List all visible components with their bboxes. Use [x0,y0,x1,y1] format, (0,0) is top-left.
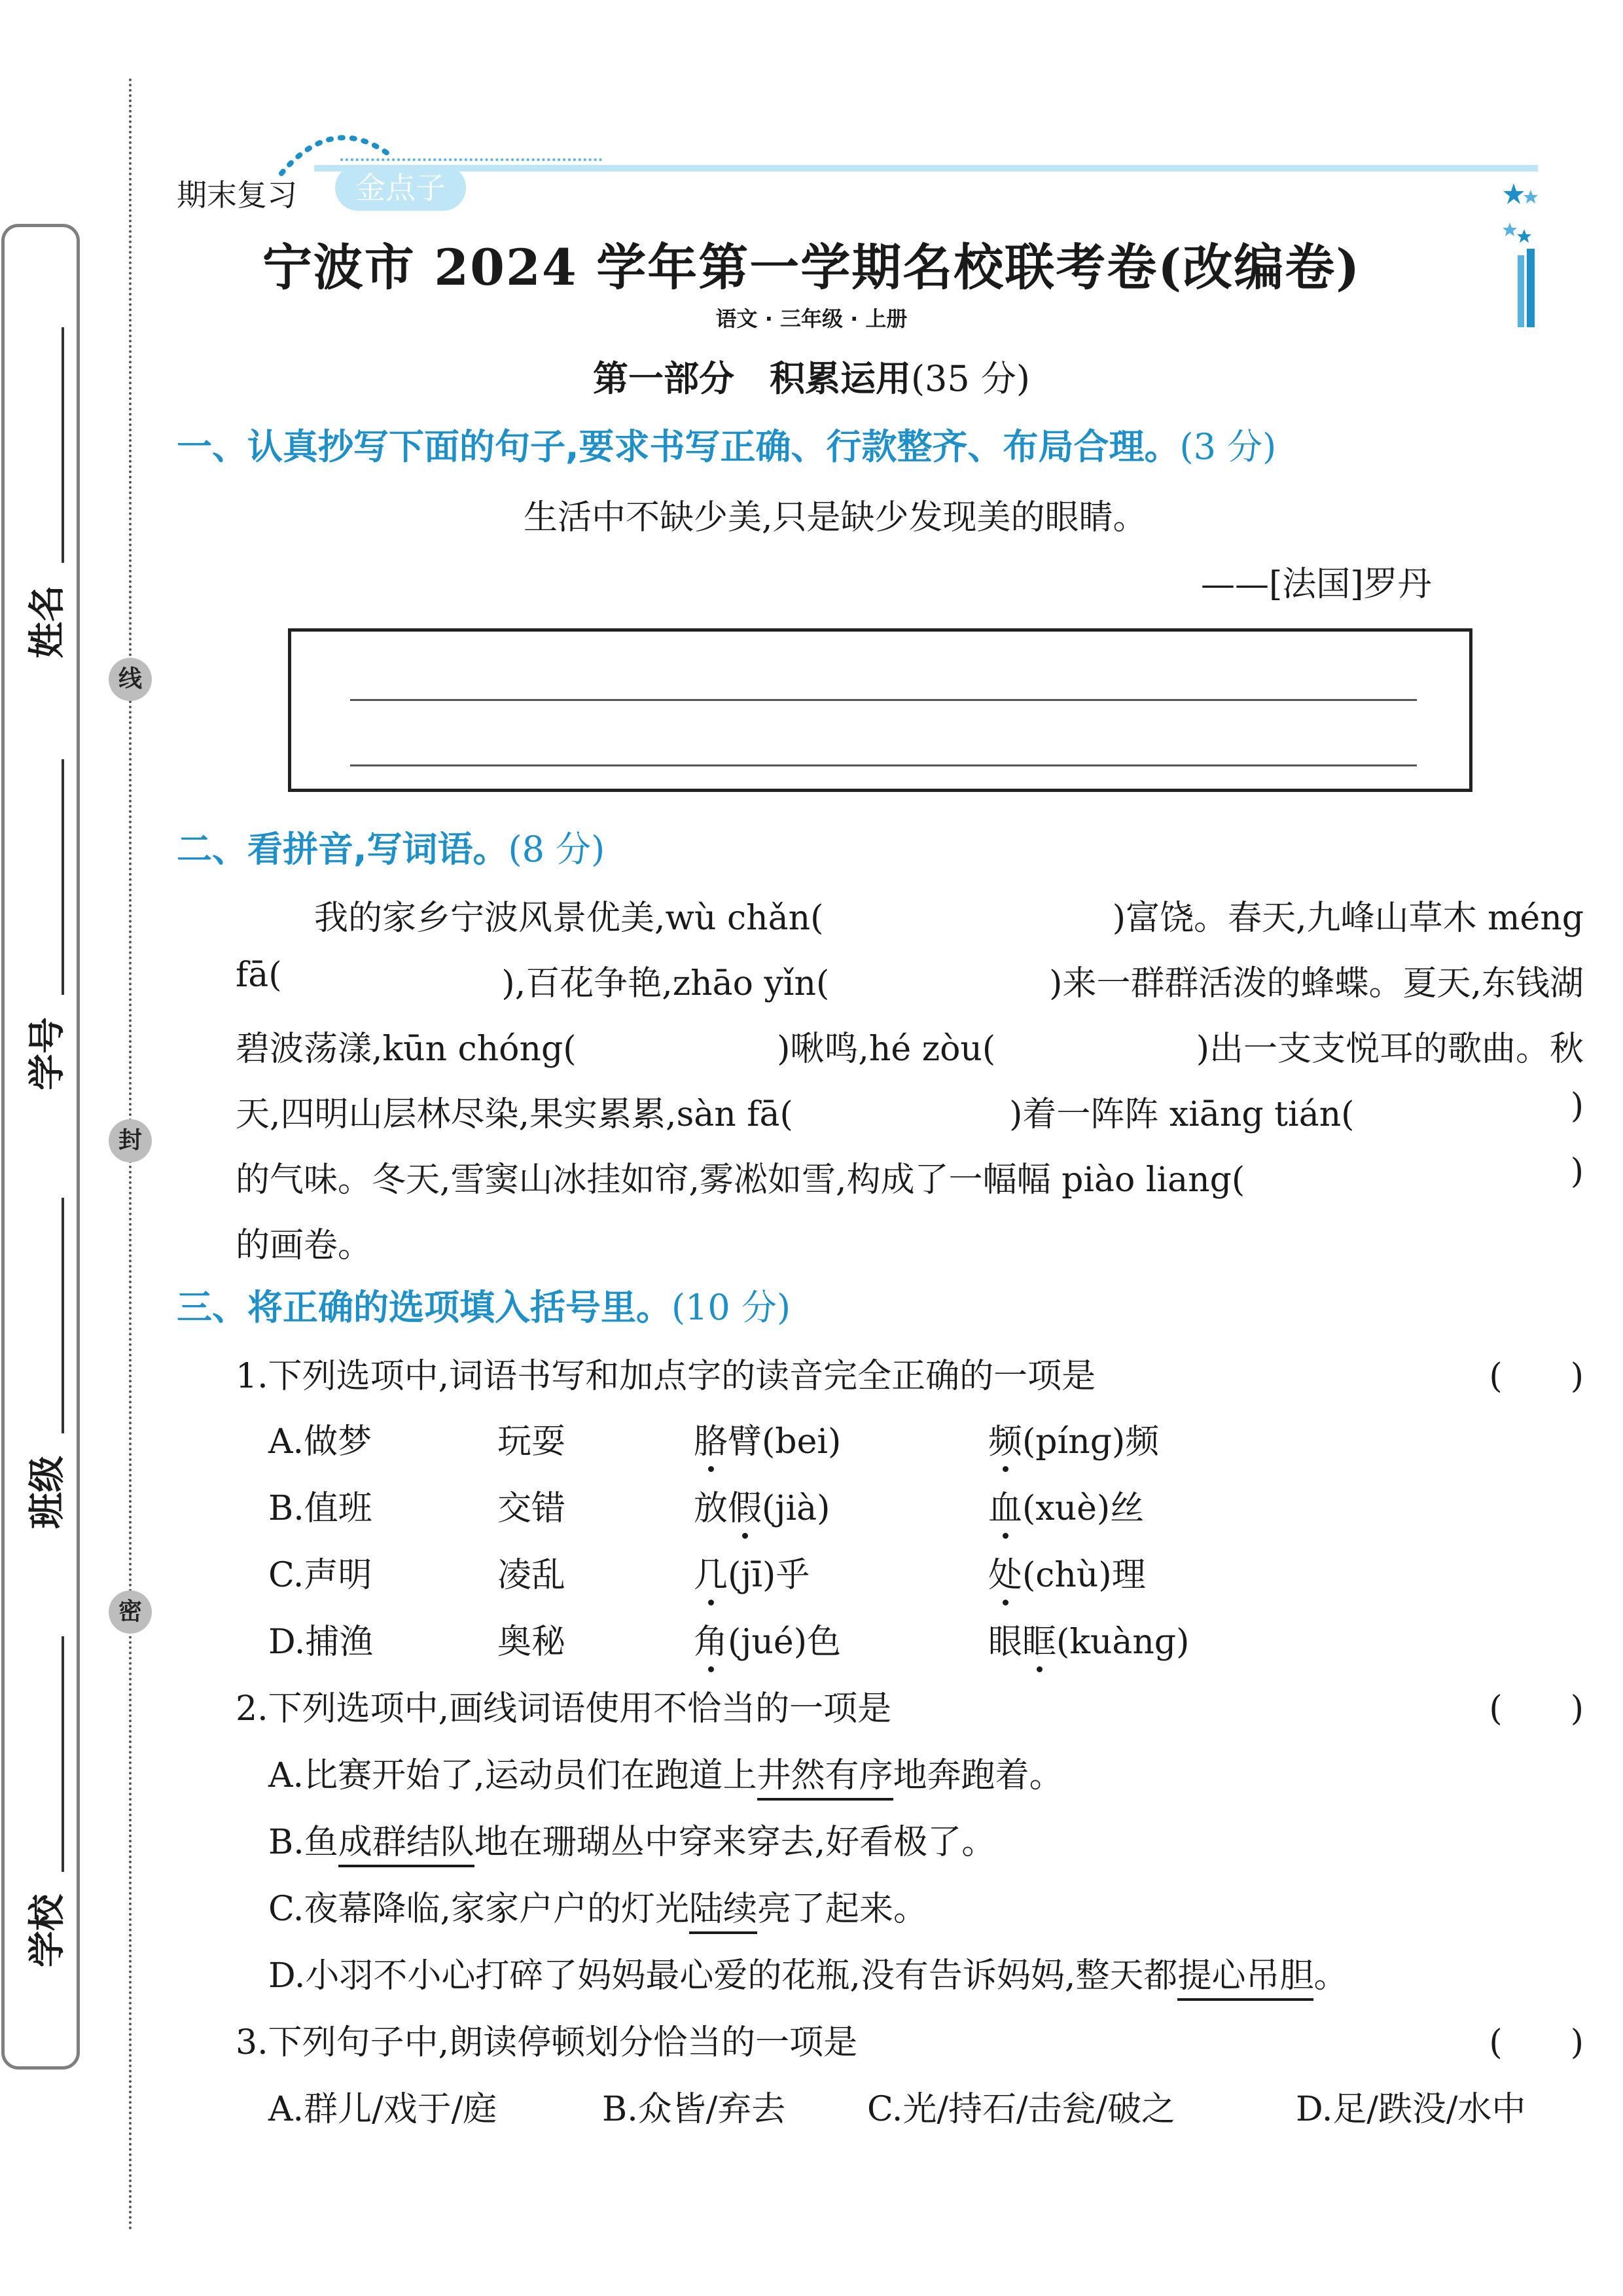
q2-text: 天,四明山层林尽染,果实累累,sàn fā( [236,1095,793,1134]
option-text: A.比赛开始了,运动员们在跑道上 [268,1756,757,1795]
option-text: 。 [1313,1956,1348,1996]
dotted-char: 血 [988,1480,1022,1530]
q3-item1-option-a-word1: A.做梦 [268,1422,372,1462]
dotted-char: 假 [728,1480,762,1530]
q3-item2-option-b [268,1814,995,1863]
answer-paren[interactable]: ( ) [1489,1689,1584,1729]
q2-heading-text: 二、看拼音,写词语。 [177,829,508,870]
q3-item1-option-a-word2: 玩耍 [497,1422,566,1462]
option-text: (xuè)丝 [1022,1489,1145,1528]
exam-title: 宁波市 2024 学年第一学期名校联考卷(改编卷) [262,238,1361,296]
q3-item1-option-a-word3 [694,1414,841,1463]
q1-sentence: 生活中不缺少美,只是缺少发现美的眼睛。 [524,498,1147,537]
underlined-word: 提心吊胆 [1177,1956,1313,2001]
option-text: 亮了起来。 [757,1890,928,1929]
q3-points: (10 分) [671,1287,791,1328]
option-text: 放 [694,1489,728,1528]
exam-subtitle: 语文 · 三年级 · 上册 [715,306,908,331]
series-label: 期末复习 [177,177,297,213]
q2-line-2 [236,956,1584,1005]
answer-paren[interactable]: ( ) [1489,2023,1584,2062]
copy-writing-box[interactable] [288,628,1472,792]
dotted-char: 频 [988,1414,1022,1463]
cut-mark-seal: 封 [109,1119,152,1162]
q3-item2-option-a [268,1748,1063,1797]
q3-item1-option-b-word2: 交错 [497,1489,566,1528]
q2-text: ),百花争艳,zhāo yǐn( [501,964,830,1003]
q2-text: )出一支支悦耳的歌曲。秋 [1196,1030,1584,1069]
option-text: (jué)色 [728,1623,841,1662]
q3-item1-option-b-word1: B.值班 [268,1489,372,1528]
writing-line [350,764,1417,766]
q2-text: ) [1570,1152,1584,1191]
name-label: 姓名 [26,585,69,658]
q1-points: (3 分) [1179,426,1277,467]
q3-heading [177,1280,791,1330]
q2-line-6: 的画卷。 [236,1226,372,1265]
q2-text: 我的家乡宁波风景优美,wù chǎn( [314,899,824,938]
header-rule [314,165,1538,171]
q2-text: 的气味。冬天,雪窦山冰挂如帘,雾凇如雪,构成了一幅幅 piào liang( [236,1160,1245,1200]
dotted-char: 眶 [1022,1614,1056,1663]
q2-line-3 [236,1021,1584,1070]
q2-line-1 [314,890,1584,939]
q2-text: fā( [236,956,282,995]
q2-text: )啾鸣,hé zòu( [777,1030,996,1069]
part-points: (35 分) [910,358,1030,399]
series-tag: 金点子 [335,165,466,211]
answer-paren[interactable]: ( ) [1489,1357,1584,1396]
option-text: (kuànɡ) [1056,1623,1190,1662]
option-text: 臂(bei) [728,1422,842,1462]
option-text: (jià) [762,1489,830,1528]
class-label: 班级 [26,1456,69,1529]
q1-attribution: ——[法国]罗丹 [1201,565,1432,604]
cut-mark-secret: 密 [109,1590,152,1634]
option-text: 眼 [988,1623,1023,1662]
q2-points: (8 分) [508,829,605,870]
q2-text: ) [1570,1086,1584,1126]
underlined-word: 陆续 [689,1890,757,1934]
underlined-word: 井然有序 [757,1756,893,1801]
q3-item3-choice-d: D.足/跌没/水中 [1296,2090,1526,2129]
q3-item2-option-d [268,1948,1347,1997]
school-label: 学校 [26,1894,69,1967]
q3-item1-option-d-word2: 奥秘 [497,1623,566,1662]
underlined-word: 成群结队 [338,1823,474,1867]
q3-item1-option-d-word3 [694,1614,841,1663]
q2-line-5 [236,1152,1584,1201]
option-text: (jī)乎 [728,1556,810,1595]
q3-item1-option-b-word4 [988,1480,1144,1530]
q2-text: )来一群群活泼的蜂蝶。夏天,东钱湖 [1049,964,1584,1003]
q3-item1-stem-text: 1.下列选项中,词语书写和加点字的读音完全正确的一项是 [236,1357,1096,1396]
q2-text: )着一阵阵 xiāng tián( [1009,1095,1355,1134]
option-text: B.鱼 [268,1823,338,1862]
q3-item1-stem [236,1348,1584,1397]
q2-text: )富饶。春天,九峰山草木 méng [1112,899,1584,938]
q3-heading-text: 三、将正确的选项填入括号里。 [177,1287,671,1328]
part-title [0,351,1623,401]
q3-item1-option-b-word3 [694,1480,830,1530]
option-text: (pínɡ)频 [1022,1422,1160,1462]
student-id-blank-line [62,759,64,995]
option-text: C.夜幕降临,家家户户的灯光 [268,1890,689,1929]
q3-item1-option-c-word4 [988,1547,1146,1596]
q2-heading [177,821,605,872]
school-blank-line [62,1636,64,1872]
class-blank-line [62,1198,64,1433]
part-title-text: 第一部分 积累运用 [592,358,911,399]
q3-item1-option-c-word1: C.声明 [268,1556,372,1595]
option-text: 地在珊瑚丛中穿来穿去,好看极了。 [474,1823,996,1862]
dotted-char: 处 [988,1547,1022,1596]
cut-mark-line: 线 [109,658,152,701]
q3-item2-stem [236,1681,1584,1730]
q3-item3-choice-c: C.光/持石/击瓮/破之 [867,2090,1176,2129]
q3-item1-option-c-word2: 凌乱 [497,1556,566,1595]
q3-item1-option-d-word4 [988,1614,1189,1663]
q3-item1-option-a-word4 [988,1414,1159,1463]
q3-item2-stem-text: 2.下列选项中,画线词语使用不恰当的一项是 [236,1689,892,1729]
q2-text: 碧波荡漾,kūn chóng( [236,1030,577,1069]
q3-item3-choice-a: A.群儿/戏于/庭 [268,2090,497,2129]
q3-item1-option-c-word3 [694,1547,810,1596]
option-text: (chù)理 [1022,1556,1146,1595]
q2-line-4 [236,1086,1584,1136]
binding-info-panel [1,224,80,2070]
writing-line [350,699,1417,701]
option-text: 地奔跑着。 [893,1756,1063,1795]
dotted-char: 角 [694,1614,728,1663]
q3-item3-choice-b: B.众皆/弃去 [602,2090,786,2129]
q3-item1-option-d-word1: D.捕渔 [268,1623,374,1662]
q1-heading [177,419,1276,469]
student-id-label: 学号 [26,1017,69,1090]
dotted-char: 胳 [694,1414,728,1463]
dotted-char: 几 [694,1547,728,1596]
q1-heading-text: 一、认真抄写下面的句子,要求书写正确、行款整齐、布局合理。 [177,426,1180,467]
q3-item3-stem-text: 3.下列句子中,朗读停顿划分恰当的一项是 [236,2023,858,2062]
q3-item2-option-c [268,1881,927,1930]
option-text: D.小羽不小心打碎了妈妈最心爱的花瓶,没有告诉妈妈,整天都 [268,1956,1178,1996]
q3-item3-stem [236,2015,1584,2064]
